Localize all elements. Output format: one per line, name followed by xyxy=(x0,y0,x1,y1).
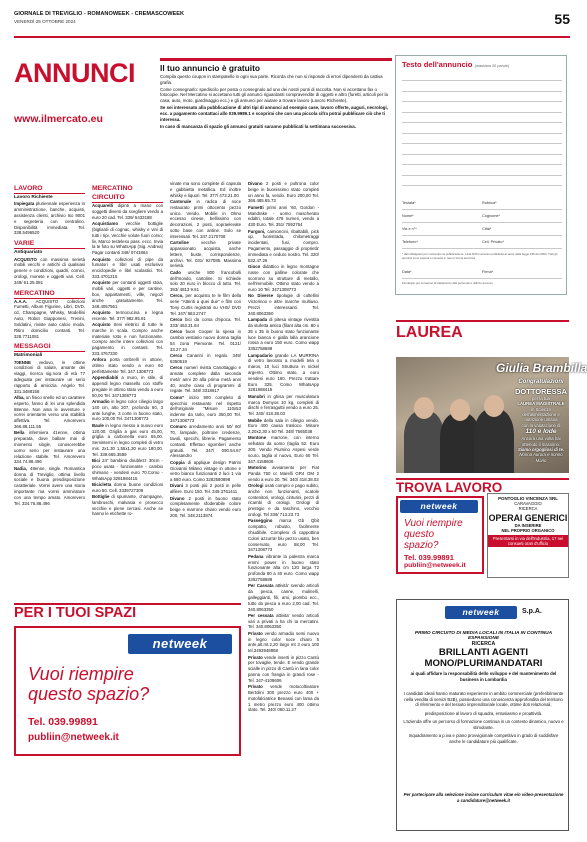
ad-question-line: Vuoi riempire xyxy=(404,518,463,529)
classified-ad xyxy=(248,418,319,435)
classified-ad-keyword: Per Cassata xyxy=(248,583,274,589)
ad-question-line: questo xyxy=(404,529,435,541)
classified-ad-text: infermiera 41enne, ottima preparata, dove ballare mai di momento single, conoscerebbe uomo serio per instaurare una relazione stabile. Tel. Amorevero 334.74.88.496 xyxy=(14,430,85,465)
classified-ad xyxy=(92,482,163,494)
classified-ad xyxy=(170,181,241,198)
classified-ad-text: termocucina e legna recente. Tel. 377/ 982.95.91 xyxy=(92,309,163,321)
classified-ad-keyword: Divani xyxy=(170,483,184,489)
classified-ad-text: usati compro e pago subito, anche non funzionanti, scatole contenitori, orologi, cinturini, pezzi di ricambi di orologi. Orologi di prestigio e da taschino, vecchio orologi. Tel 339/ 713.23.73 xyxy=(248,482,319,517)
classified-ad xyxy=(170,270,241,293)
classified-ad-text: 2 posti e poltrona color beige in buonissimo stato completi un anno fa, vendo. Euro 200,00 Tel. 366.485.65.73 xyxy=(248,181,319,204)
classified-ad xyxy=(92,494,163,517)
job-body-p: I candidati ideali hanno maturato esperienze in ambito commerciale (preferibilmente nella vendita di servizi B2B), possiedono una conoscenza approfondita del territorio di riferimento e del tessuto imprenditoriale locale, ottime doti relazionali, xyxy=(403,691,564,708)
classified-ad xyxy=(170,365,241,394)
classified-ad-keyword: Orologi xyxy=(248,482,264,488)
publication-name: GIORNALE DI TREVIGLIO - ROMANOWEEK - CREMASCOWEEK xyxy=(14,11,184,17)
classified-ad-keyword: Cerco xyxy=(170,353,183,359)
section-title-trova-lavoro: TROVA LAVORO xyxy=(396,480,503,495)
classified-ad xyxy=(170,460,241,483)
page-number: 55 xyxy=(554,11,570,27)
classified-ad xyxy=(92,458,163,481)
classified-ad-keyword: Nadia, xyxy=(14,465,28,471)
job-address: Presentarsi in via dell'Industria, 17 nei consueti orari d'ufficio xyxy=(488,535,568,547)
job-role: BRILLANTI AGENTI MONO/PLURIMANDATARI xyxy=(424,647,543,669)
ad-question xyxy=(28,664,149,704)
section-heading: MESSAGGI xyxy=(14,342,85,352)
classified-ad-keyword: Acquisto xyxy=(92,256,111,262)
classified-ad xyxy=(92,375,163,398)
classified-ad-text: attivita' vendo articoli vari a privati a ha chi ta mercatini. Tel. 340.8063350 xyxy=(248,612,319,630)
coupon-title xyxy=(402,60,509,69)
job-body-p: Inquadramento a p.iva e piano provvigionale competitivo in grado di soddisfare anche le candidature più qualificate. xyxy=(408,733,559,745)
field-rubrica[interactable]: Rubrica* xyxy=(482,201,497,205)
section-title-laurea: LAUREA xyxy=(396,324,463,341)
classified-ad-text: dipinti a mano con soggetti diversi da scegliere vendo a euro 20 cad. Tel. 339/ 5433188 xyxy=(92,203,163,220)
classified-ad-keyword: Bella xyxy=(14,430,25,436)
ad-text-line[interactable] xyxy=(402,143,562,144)
ad-phone: Tel. 039.99891 xyxy=(28,716,98,728)
field-testata[interactable]: Testata* xyxy=(402,201,416,205)
netweek-logo: netweek xyxy=(445,606,517,619)
classified-ad xyxy=(170,395,241,424)
message-line: Siamo orgogliosi di te. xyxy=(517,446,565,452)
classified-ad-keyword: Divano xyxy=(170,495,185,501)
ad-email[interactable]: publiin@netweek.it xyxy=(404,562,466,569)
field-line xyxy=(402,209,562,210)
classified-ad xyxy=(248,353,319,394)
job-ad-title: PRIMO CIRCUITO DI MEDIA LOCALI IN ITALIA IN CONTINUA ESPANSIONE xyxy=(414,631,553,641)
classified-ad-text: vende motocoltivatore Bertolini 300 prezzo euro 400 + motofalciatrice Benassi con lama da 1 metro prezzo euro 400 ottimo stato. Tel. 340/ 060.11.27 xyxy=(248,684,319,713)
classified-ad-text: donna buone condizioni euro 50. Cell. 3339727309 xyxy=(92,481,163,493)
netweek-logo: netweek xyxy=(400,500,478,513)
classified-ad xyxy=(92,280,163,309)
classified-ad-text: tipologie di coltellini Victorinox e altre marche multiuso. Prezzi interessanti. Tel. 340.8063350 xyxy=(248,293,319,316)
classified-ad xyxy=(92,257,163,280)
classified-ad-text: un fisico snello ed un carattere esperto, fanno di lei una splendida 68enne. Non ama le avventure e vorrei orientarmi verso una stabilità affettiva. Tel. Amorevero 366.88.111.55 xyxy=(14,395,85,430)
classified-ad-text: arredamento anni 50/ 60/ 70, lampade, poltrone credenze, tavoli, specchi, librerie. Pagamento contanti. Effettuo sgomberi anche gratuiti. Tel. 347/ 090.54.67 Alessandro xyxy=(170,424,241,459)
subsection-heading: Antiquariato xyxy=(14,250,43,256)
classified-ad xyxy=(92,310,163,322)
classified-ad-text: con massima serietà mobili vecchi e antichi di qualsiasi genere e condizioni, quadri, cornici, orologi, monete e oggetti vari. Cell. 349/ 61.25.081 xyxy=(14,256,85,285)
classified-ad-text: avviamento per Fiat Panda 750 cc Marelli GR4 OM 2 vendo a euro 20. Tel. 340/ 418.38.03 xyxy=(248,465,319,482)
classified-ad xyxy=(248,613,319,630)
classified-ad xyxy=(248,684,319,713)
ad-text-line[interactable] xyxy=(402,122,562,123)
ad-question-line: questo spazio? xyxy=(28,684,150,705)
classified-ad xyxy=(170,317,241,329)
classified-ad xyxy=(248,317,319,352)
page-header xyxy=(14,11,570,38)
graduate-name: Giulia Brambilla xyxy=(496,361,587,375)
classified-ad xyxy=(14,430,85,465)
netweek-job-ad xyxy=(396,599,569,831)
instructions-p4: In caso di mancanza di spazio gli annunci gratuiti saranno pubblicati la settimana successiva. xyxy=(160,123,356,129)
classified-ad-text: Canarini in regalo. 349/ 6350519 xyxy=(170,353,241,364)
classified-ad xyxy=(170,424,241,459)
classified-ad xyxy=(170,483,241,495)
classified-ad-keyword: Acquarelli xyxy=(92,203,114,209)
classified-ad-text: treni elettrici di tutte le marche in scala. Compro anche materiale rotto e non funzionante. Compro anche intere collezioni con pagamento in contanti. Tel. 333.4767330 xyxy=(92,321,163,356)
ad-email[interactable]: publiin@netweek.it xyxy=(28,732,119,743)
classified-ad-text: vendo armadio semi nuovo in legno color noce chiaro 5 ante,alt.mt.2,20 largo mt 3 euro 100 tel.3493948868 xyxy=(248,630,319,654)
pontoglio-job-ad xyxy=(487,493,569,578)
ad-question-line: Vuoi riempire xyxy=(28,664,134,684)
classified-ad xyxy=(14,257,85,286)
netweek-logo: netweek xyxy=(128,634,232,654)
job-body xyxy=(403,691,564,748)
classified-ad-keyword: Acquisto xyxy=(92,321,111,327)
ad-space-small[interactable] xyxy=(396,496,484,574)
congrats-text: Congratulazioni xyxy=(518,379,564,385)
ad-question xyxy=(404,518,463,552)
classified-ad-text: porta ombrelli in ottone, ottimo stato vendo a euro 60 perfettamente Tel. 347.1308773 xyxy=(92,357,163,374)
classified-ad-keyword: Lampada xyxy=(248,317,268,323)
classified-ad-keyword: A.A.A. xyxy=(14,298,28,304)
classified-ad-keyword: Cado xyxy=(170,269,181,275)
classified-ad-text: bici da corsa d'epoca. Tel. 333/ 463.31.84 xyxy=(170,317,241,328)
classified-ad xyxy=(170,329,241,352)
classified-ad-keyword: Como" xyxy=(170,394,185,400)
message-line: in Scienze xyxy=(531,406,551,412)
classified-ad xyxy=(248,264,319,293)
consent-note: Firmatario per consenso al trattamento dati personali e utilizzo annunci xyxy=(402,281,493,285)
message-line: nutrizione umana xyxy=(524,417,558,423)
classified-ad-keyword: Privato xyxy=(248,654,263,660)
ad-text-line[interactable] xyxy=(402,175,562,176)
classified-ad-text: uniche 800 francobolli dell'mondo, cartoline. Si richiede solo 20 euro in blocco di tutto. Tel. 393/ 4813 9.61 xyxy=(170,269,241,293)
classified-ad-text: vedovo, in ottime condizioni di salute, amante dei viaggi, ricerca sig.nora di età 77 adeguata per instaurare un serio rapporto di amicizia. Angelo Tel. 331.3488158 xyxy=(14,359,85,394)
classified-ad-keyword: Cerco xyxy=(170,317,183,323)
classified-ad-text: ACQUISTO collezioni Fumetti, Album Figurine, Libri, DVD, cd, Champagne, Whisky, Modellini Auto, Robot Giapponesi, Trenini, Soldatini, riviste auto calcio moda. Ritiro domicilio contanti. Tel. 328.7711081 xyxy=(14,298,85,339)
classified-ad-keyword: Privato xyxy=(248,684,263,690)
free-ad-instructions xyxy=(160,74,392,130)
ad-text-line[interactable] xyxy=(402,91,562,92)
classified-ad-keyword: Cerco xyxy=(170,329,183,335)
person-figure xyxy=(474,409,514,473)
section-title-annunci: ANNUNCI xyxy=(14,58,135,88)
classified-ad-keyword: Manubri xyxy=(248,393,265,399)
degree-title: DOTTORESSA xyxy=(515,386,567,396)
message-line: per la tua xyxy=(532,395,550,401)
classified-ad-keyword: Baule xyxy=(92,422,104,428)
classified-ad-text: in legno messo a nuovo euro 120,00. Griglia a gas euro 45,00, griglia a carbonella euro 65,00. Seminterni in legno completi di vetro mis. 2x1.30 1,55x1,30 euro 180,00. Tel. 339.665.3559 xyxy=(92,422,163,457)
field-line xyxy=(402,248,562,249)
field-data[interactable]: Data* xyxy=(402,270,412,274)
coupon-title-text: Testo dell'annuncio xyxy=(402,60,473,69)
classified-ad-text: 24" bambina doublezz 30cm - poco usata - funzionante - cambio shimano - vendesi euro 70.Como - WhatsApp 3281984415 xyxy=(92,458,163,481)
job-body-p: L'azienda offre un percorso di formazione continua in un contesto dinamico, nuovo e stimolante. xyxy=(403,719,564,730)
classified-ad xyxy=(92,357,163,374)
ricerca-label: RICERCA xyxy=(471,641,496,647)
instructions-p2: Come consegnarlo: spediscilo per posta o consegnalo ad uno dei nostri punti di raccolta. Non si accettano fax o fotocopie. Nel Mercatino si accettano tutti gli annunci riguardanti compravendite di oggetti e altro (furetti, articoli per la casa, auto, moto, giardinaggio ecc.) e gli annunci per aiutare a trovare lavoro (Lavoro Richieste). xyxy=(160,86,388,104)
website-link[interactable]: www.ilmercato.eu xyxy=(14,113,103,125)
section-heading: MERCATINO xyxy=(14,289,85,299)
section-title-spazi: PER I TUOI SPAZI xyxy=(14,605,137,621)
classified-ad xyxy=(248,205,319,228)
classified-ad xyxy=(248,655,319,684)
coupon-title-note: (massimo 20 parole) xyxy=(474,64,510,68)
classified-ad xyxy=(92,322,163,357)
classified-ad-keyword: Appendiabiti xyxy=(92,375,119,381)
classified-ad-text: marca Gb Qbit compatto, robusto, facilmente chiudibile. Completo di cappottina Colori azzurra! blu pezzo usato, ben conservato, euro 58,00 Tel. 3471308773 xyxy=(248,518,319,553)
privacy-note: * dati obbligatori per consentire la pubblicazione. I dati NON verranno pubblicati ai sensi della legge 196 del 2003. Tutti gli annunci sono esposti e immessi in rete in forma anonima xyxy=(402,252,558,260)
classified-ad-text: marrone, con interno vellutato da uomo (taglia 52. Euro 200. Vendo Piumino Aspesi verde scuro, taglia xl nuovo, Euro 60 Tel. 347.4158606 xyxy=(248,435,319,464)
classified-ad-text: camioncini, ribaltabili, pick up, fuoristrada, chilometraggi incidentati, fusi, compro. Pagamento, passaggio di proprietà' immediata e ceduro nostro. Tel. 320/ 532.47.26 xyxy=(248,228,319,263)
classified-ad-keyword: Lampadario xyxy=(248,352,273,358)
message-line: Ancora una volta hai ottenuto il massimo. xyxy=(521,436,561,447)
classified-ad xyxy=(92,203,163,220)
classified-ad xyxy=(248,465,319,482)
classified-ad-text: della sala in ciliegio vendo. Euro 400 causa trasloco. Misure 2,20x2,30 x 60 Tel. 348/ 7565038 xyxy=(248,417,319,435)
classified-ad-keyword: Bici xyxy=(92,458,100,464)
classified-ad-text: pluriennale esperienza in amministrazione, banche, acquisti, assistenza clienti, archivio Iso 9001 e segreteria con centralino. Disponibilità immediata. Tel. 338.5496520 xyxy=(14,201,85,236)
field-firma[interactable]: Firma* xyxy=(482,270,494,274)
classified-ad-keyword: 70ENNE xyxy=(14,359,31,365)
company-city: CARAVAGGIO xyxy=(514,501,542,506)
classified-ad-text: primi anni '60, Gordon - Mandrake - uomo mascherato edaltri, totale 478 numeri, vendo a 430 Euro. Tel. 351/ 7592764 xyxy=(248,204,319,228)
classified-ad-text: attività' svendo articoli da pesca, canne, mulinelli, galleggianti, fili, ami, piombo ecc., tutto da pesca a euro 2,00 cad. Tel. 340.8063350 xyxy=(248,583,319,612)
classified-ad-text: buon Cooper la spesa in cambio vestiario nuovo donna taglia 54 zona Piemonte. Tel. 0121/ 33.27.34 xyxy=(170,329,241,352)
classified-ad-text: di pitesa vintage rivestita da stufetta antica (filant alta cm. 80 x 35 x 35 in buono stato funzionante luce bianca e gialla lalla arancione rossa a euro 150 euro. Como wapp 3352758688 xyxy=(248,317,319,352)
classified-ad-text: vecchie bottiglie (bigliardi di cognac, whisky e vini di tutti i tipi. Vecchie volute fuori corso; liv, Marco testeleso pass. eccc. Invia la te foto su WhatsApp (Sig. Andrea) Pagar contanti 348/ 0741864 xyxy=(92,221,163,256)
classified-ad-keyword: Per cessata xyxy=(248,612,274,618)
classified-ad xyxy=(14,299,85,340)
classified-ad-text: vende inserti in pizzo Cantù per tovaglie, tende. E vendo grande scialle in pizzo di Cantù in lana color panna con frangia in grandi rose - Tel. 347-4109606 xyxy=(248,654,319,683)
ad-text-line[interactable] xyxy=(402,80,562,81)
classified-ad-keyword: Motorino xyxy=(248,465,267,470)
classified-ad xyxy=(248,483,319,518)
free-ad-heading: Il tuo annuncio è gratuito xyxy=(160,58,392,73)
graduation-message xyxy=(514,379,568,463)
classified-ad-text: per contanti oggetti stoia, mobili vari, oggetti e per cantine, box, appartamenti, ville, negozi anche gratuitamente. Tel. 348.4057561 xyxy=(92,280,163,309)
classified-ad xyxy=(92,423,163,458)
job-role: OPERAI GENERICI xyxy=(488,513,568,523)
classified-ad-text: vecchie private appassionato acquista, anche lettere, buste, corrispondenze, archivi. Tel. 031/ 927085. Massima serietà. xyxy=(170,240,241,269)
classifieds-column-3 xyxy=(170,181,241,597)
classified-ad-text: vibrante la palestra marca emmi power in buono stato funzionante alta cm 120 larga 72 profonda 80 a 40 euro. Como wapp 3352758688 xyxy=(248,553,319,582)
instructions-p3: Se sei interessato alla pubblicazione di altri tipi di annunci ad esempio case, lavoro offerte, auguri, necrologi, ecc. a pagamento contattaci allo 039.9989.1 e scoprirai che con una piccola cifra potrai pubblicare ciò che ti interessa. xyxy=(160,105,388,122)
classified-ad xyxy=(170,240,241,269)
job-apply: Per partecipare alla selezione inviare curriculum vitae e/o video-presentazione a candidature@netweek.it xyxy=(403,792,564,803)
publication-date: VENERDÌ 25 OTTOBRE 2024 xyxy=(14,19,76,24)
ad-text-line[interactable] xyxy=(402,164,562,165)
classified-ad-keyword: Divano xyxy=(248,181,263,186)
field-via[interactable]: Via e n°* xyxy=(402,227,417,231)
field-cognome[interactable]: Cognome* xyxy=(482,214,500,218)
classified-ad xyxy=(248,554,319,583)
classified-ad-text: 2 posti in buono stato completamente sfoderabile colore beige e marrone chiaro vendo euro 200, Tel. 348.2113874 xyxy=(170,495,241,518)
classified-ad xyxy=(248,229,319,264)
subsection-heading: Matrimoniali xyxy=(14,353,43,359)
classified-ad-text: in legno color ciliegio largo 140 cm, alto 207, profondo 60, 3 ante lunghe, 3 corte in buono stato, euro 100,00 Tel. 3471308773 xyxy=(92,399,163,422)
classifieds-column-2 xyxy=(92,181,163,597)
classified-ad-text: didattico in legno montagne russe con palline colorate che scorrono su strutture di metallo, nell'immobile. Ottimo stato vendo a euro 10 Tel. 3471308773 xyxy=(248,263,319,293)
classified-ad xyxy=(248,394,319,417)
classified-ad-text: inizio 900 completo di specchio restaurato nel rispetto dell'originale "Misure 110x53 indenne da tarlo, euro 350,00 Tel. 3471308773 xyxy=(170,394,241,423)
classified-ad-keyword: Cerco xyxy=(170,365,183,371)
classified-ad-text: in ghisa per muscolatura marca Domyos 10 kg, completi di dischi e ferrasguttii vendo a euro 25. Tel. 340/ 418.38.03 xyxy=(248,393,319,417)
field-line xyxy=(402,235,562,236)
ad-question-line: spazio? xyxy=(404,540,439,552)
classified-ad-keyword: Coppia xyxy=(170,459,185,465)
laurea-rule xyxy=(396,320,569,322)
classified-ad-keyword: Anfora xyxy=(92,357,106,363)
job-sub: NEL PROPRIO ORGANICO xyxy=(501,528,555,534)
message-line: dell'alimentazione e xyxy=(522,411,560,417)
classified-ad xyxy=(248,583,319,612)
job-body-p: predisposizione al lavoro di squadra, entusiasmo e proattività. xyxy=(424,710,543,716)
classified-ad xyxy=(170,293,241,316)
classified-ad xyxy=(14,360,85,395)
company-name: PONTOGLIO VINCENZA SRL xyxy=(498,496,558,501)
classified-ad-text: di applique design Patrini Giovanni Milano vintage in ottone e vetro bianco funzionanti 2 luci 1 via a 680 euro. Como 3282580898 xyxy=(170,459,241,483)
classified-ad xyxy=(14,201,85,236)
ad-phone: Tel. 039.99891 xyxy=(404,553,454,562)
message-line: con la valutazione di xyxy=(521,422,561,428)
classified-ad xyxy=(14,466,85,507)
classified-ad-text: vinate ma sono complete di capsula e gabbietta metallica. Ed inoltre whisky e liquori. Tel. 377/ 473.21.00 xyxy=(170,181,241,198)
ad-space-wide[interactable] xyxy=(14,626,241,756)
classified-ad-keyword: Bottiglie xyxy=(92,494,110,499)
job-sub: DA INSERIRE xyxy=(514,523,542,529)
classified-ad-keyword: Passeggino xyxy=(248,518,273,524)
classified-ad xyxy=(248,518,319,553)
classified-ad-keyword: Alba, xyxy=(14,395,25,401)
person-head xyxy=(450,399,470,421)
classified-ad-keyword: Furgoni, xyxy=(248,228,266,234)
classified-ad-keyword: Acquistiamo xyxy=(92,221,119,227)
graduation-photo xyxy=(396,357,587,473)
classified-ad-keyword: Cantonale xyxy=(170,198,191,204)
classified-ad-text: di spumante, champagne, lambruschi, malvasia e prosecco vecchie e piene cercasi. Anche se hanno le etichette ro- xyxy=(92,494,163,517)
field-telefono[interactable]: Telefono* xyxy=(402,240,418,244)
grade: 110 e lode xyxy=(525,428,557,436)
field-line xyxy=(402,222,562,223)
classified-ad xyxy=(92,221,163,256)
classified-ad xyxy=(92,399,163,422)
ad-text-line[interactable] xyxy=(402,185,562,186)
classified-ad-text: 3 posti più 2 posti in pelle alfiere. Euro 150. Tel. 349.3761411 xyxy=(170,483,241,495)
person-head xyxy=(484,395,504,417)
classified-ad-keyword: Acquisto xyxy=(92,309,111,315)
ad-text-line[interactable] xyxy=(402,101,562,102)
signature: Nonna Aurora e nonno Mario xyxy=(519,452,563,463)
ad-text-line[interactable] xyxy=(402,154,562,155)
classified-ad-keyword: Cartoline xyxy=(170,240,189,246)
classified-ad-keyword: Montone xyxy=(248,435,267,441)
classified-ad xyxy=(248,435,319,464)
classified-ad xyxy=(14,395,85,430)
person-figure xyxy=(404,411,444,473)
classified-ad xyxy=(248,181,319,204)
classified-ad-text: collezioni di pipe da fumatori e libri usati esclusivo enciclopedie e libri scolastici. Tel. 333.4701215 xyxy=(92,256,163,279)
classified-ad-keyword: Armadio xyxy=(92,399,110,404)
classified-ad xyxy=(170,496,241,519)
classified-ad-text: grande LA MURRINA di vetro lavorato a modelli tela o maros, 10 luci Struttura in nickel argento. Ottimo stato, a euro vendesi euro 160. Prezzo trattare Euro 325. Como WhatsApp 3281988415 xyxy=(248,352,319,393)
classified-ad-keyword: Acquisto xyxy=(92,280,111,286)
ad-text-line[interactable] xyxy=(402,133,562,134)
ad-text-line[interactable] xyxy=(402,112,562,113)
classified-ad xyxy=(248,293,319,316)
field-nome[interactable]: Nome* xyxy=(402,214,414,218)
section-heading: VARIE xyxy=(14,239,85,249)
classified-ad xyxy=(248,631,319,654)
field-cell[interactable]: Cell. Privato* xyxy=(482,240,504,244)
message-line: LAUREA MAGISTRALE xyxy=(517,401,565,407)
classified-ad-keyword: ACQUISTO xyxy=(14,256,37,262)
section-heading: MERCATINO CIRCUITO xyxy=(92,184,163,203)
classified-ad xyxy=(170,199,241,240)
instructions-p1: Compila questo coupon in stampatello in ogni sua parte. Ricorda che non si risponde di errori dipendenti da cattiva grafia. xyxy=(160,74,383,85)
subsection-heading: Lavoro Richieste xyxy=(14,194,53,200)
netweek-spa: S.p.A. xyxy=(522,608,542,615)
classified-ad-text: numeri rivista Canottaggio e annate complete dalla seconda metà' anni 20 alla prima metà anni 40, anche ciaso di programmi di regate. Tel. 348/ 3318617 xyxy=(170,365,241,394)
classified-ad-keyword: Mobile xyxy=(248,417,262,423)
classified-ad-keyword: Privato xyxy=(248,630,263,636)
classified-ad-keyword: Comuro xyxy=(170,424,187,430)
classified-ad-keyword: Gioco xyxy=(248,263,261,269)
classifieds-column-1 xyxy=(14,181,85,597)
ad-coupon-form[interactable] xyxy=(395,55,567,295)
person-head xyxy=(414,397,434,419)
section-heading: LAVORO xyxy=(14,184,85,194)
classified-ad-keyword: Pedana xyxy=(248,553,264,559)
classified-ad-keyword: No Diverse xyxy=(248,293,274,299)
classified-ad-text: per acquisto te le film della serie "Attenti a quei due" e film con Tony Curtis registrati su VHS/ DVD Tel. 347/ 963.2747 xyxy=(170,293,241,316)
job-description: ai quali affidare la responsabilità dello sviluppo e del mantenimento del business in Lombardia xyxy=(410,671,557,682)
classified-ad xyxy=(170,353,241,365)
field-line xyxy=(402,278,562,279)
classified-ad-keyword: Cerco, xyxy=(170,293,184,299)
ricerca-label: RICERCA xyxy=(518,506,538,511)
field-citta[interactable]: Città* xyxy=(482,227,492,231)
classified-ad-keyword: Bicicletta xyxy=(92,481,112,487)
classified-ad-keyword: Impiegata xyxy=(14,201,35,207)
classified-ad-text: in radica di noce restaurato primi ottocento pezzo unico. Vendo. Mobile in Olmo eccesso cinese, bellissimo con decorazioni, 2 posti, sopraelevate sotto base con antine. Solo se interessati. Tel. 347.2170708 xyxy=(170,198,241,239)
classified-ad-text: 48enne, single. Romantica donna di Treviglio, ottima livello sociale e buona presdisposizione caratteriale. Vorrei avere una storia importante ma vorrei ammiratore con una tempo amato. Amorevero Tel. 334.76.88.496 xyxy=(14,465,85,506)
classified-ad-keyword: Fumetti xyxy=(248,204,264,210)
classified-ad-text: a muro, in stile, di appendi legno massello con stoffe pregiate in ottimo stato vendo a euro 50,00 Tel. 3471308773 xyxy=(92,375,163,398)
classifieds-column-4 xyxy=(248,181,319,833)
